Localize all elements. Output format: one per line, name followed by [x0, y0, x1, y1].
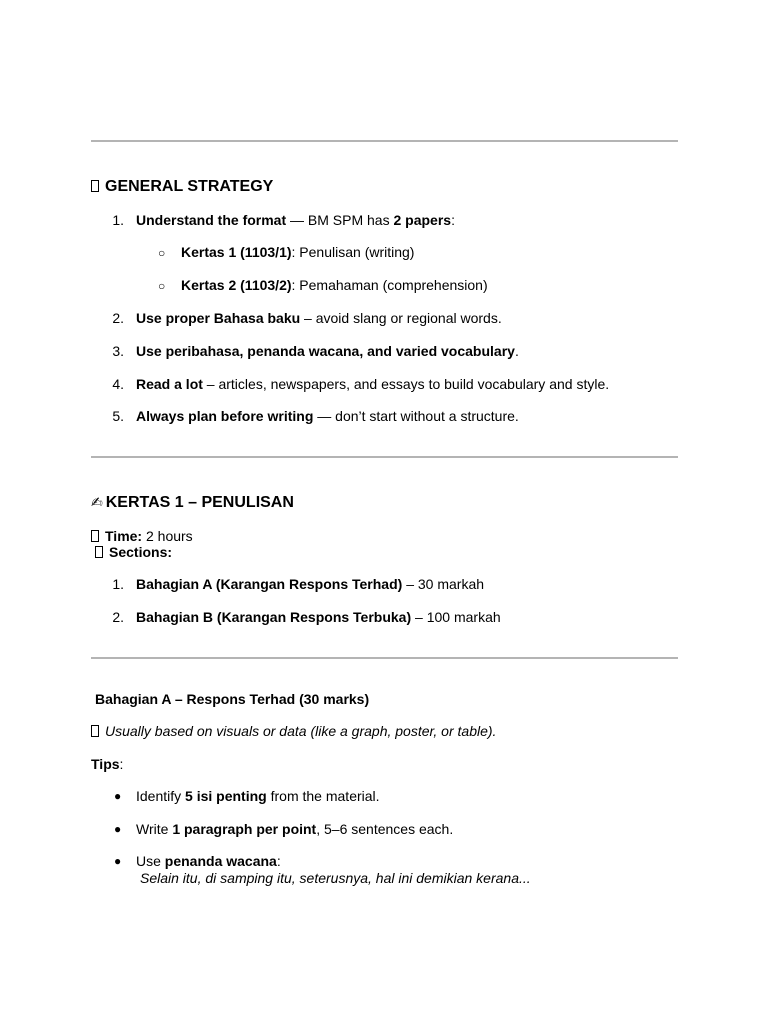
time-value: 2 hours — [142, 528, 193, 544]
list-item-bold: Understand the format — [136, 212, 287, 228]
list-item — [136, 212, 455, 228]
tips-label-text: Tips — [91, 756, 120, 772]
list-item-bold: Read a lot — [136, 376, 203, 392]
tip-text: : — [276, 853, 281, 869]
tip-bold: 5 isi penting — [185, 788, 267, 804]
tip-item — [136, 821, 453, 837]
list-item-text: — BM SPM has — [286, 212, 394, 228]
list-item-bold: Bahagian A (Karangan Respons Terhad) — [136, 576, 403, 592]
heading-text: KERTAS 1 – PENULISAN — [105, 494, 294, 511]
tip-text: , 5–6 sentences each. — [316, 821, 454, 837]
list-item — [136, 376, 609, 392]
list-item-text: . — [514, 343, 519, 359]
list-item-bold: Always plan before writing — [136, 408, 314, 424]
tip-item — [136, 853, 281, 869]
list-item-bold: Use proper Bahasa baku — [136, 310, 301, 326]
section-heading-kertas-1 — [91, 494, 294, 512]
list-item — [136, 343, 519, 359]
horizontal-rule — [91, 456, 678, 458]
list-number: 4. — [112, 376, 124, 392]
horizontal-rule — [91, 657, 678, 659]
section-heading-general-strategy — [91, 178, 273, 196]
tips-label — [91, 756, 123, 772]
disc-bullet-icon: ● — [114, 854, 122, 868]
heading-text: GENERAL STRATEGY — [105, 178, 274, 195]
horizontal-rule — [91, 140, 678, 142]
tip-bold: penanda wacana — [164, 853, 277, 869]
note-text: Usually based on visuals or data (like a graph, poster, or table). — [105, 723, 497, 739]
example-line — [140, 870, 531, 886]
missing-glyph-icon — [91, 725, 99, 737]
writing-hand-icon: ✍ — [91, 495, 103, 511]
list-item-text: : Pemahaman (comprehension) — [291, 277, 488, 293]
list-item-text: : — [451, 212, 455, 228]
list-number: 1. — [112, 212, 124, 228]
time-label: Time: — [105, 528, 143, 544]
list-item — [136, 408, 519, 424]
list-item-text: – avoid slang or regional words. — [300, 310, 502, 326]
list-item-text: – 30 markah — [402, 576, 485, 592]
list-item-bold: 2 papers — [393, 212, 452, 228]
tip-item — [136, 788, 380, 804]
list-item-bold: Kertas 1 (1103/1) — [181, 244, 292, 260]
disc-bullet-icon: ● — [114, 822, 122, 836]
subsection-heading-bahagian-a — [95, 691, 369, 707]
sections-label: Sections: — [109, 544, 173, 560]
list-number: 2. — [112, 609, 124, 625]
sections-line — [95, 544, 172, 560]
missing-glyph-icon — [91, 530, 99, 542]
tip-text: Identify — [136, 788, 186, 804]
missing-glyph-icon — [95, 546, 103, 558]
list-item — [136, 310, 502, 326]
tip-text: Write — [136, 821, 173, 837]
tip-text: Use — [136, 853, 165, 869]
sub-list-item — [181, 244, 414, 260]
list-number: 1. — [112, 576, 124, 592]
list-item-text: — don’t start without a structure. — [313, 408, 519, 424]
list-item-text: – articles, newspapers, and essays to build vocabulary and style. — [202, 376, 610, 392]
list-item-bold: Kertas 2 (1103/2) — [181, 277, 292, 293]
list-number: 2. — [112, 310, 124, 326]
tip-bold: 1 paragraph per point — [172, 821, 317, 837]
list-number: 3. — [112, 343, 124, 359]
list-item — [136, 609, 501, 625]
circle-bullet-icon: ○ — [158, 279, 166, 293]
list-number: 5. — [112, 408, 124, 424]
list-item-bold: Bahagian B (Karangan Respons Terbuka) — [136, 609, 412, 625]
circle-bullet-icon: ○ — [158, 246, 166, 260]
sub-list-item — [181, 277, 488, 293]
missing-glyph-icon — [91, 180, 99, 192]
time-line — [91, 528, 193, 544]
disc-bullet-icon: ● — [114, 789, 122, 803]
note-line — [91, 723, 496, 739]
list-item — [136, 576, 484, 592]
list-item-bold: Use peribahasa, penanda wacana, and varied vocabulary — [136, 343, 515, 359]
example-text: Selain itu, di samping itu, seterusnya, hal ini demikian kerana... — [140, 870, 531, 886]
tip-text: from the material. — [266, 788, 380, 804]
heading-text: Bahagian A – Respons Terhad (30 marks) — [95, 691, 370, 707]
list-item-text: – 100 markah — [411, 609, 501, 625]
list-item-text: : Penulisan (writing) — [291, 244, 415, 260]
tips-colon: : — [119, 756, 124, 772]
